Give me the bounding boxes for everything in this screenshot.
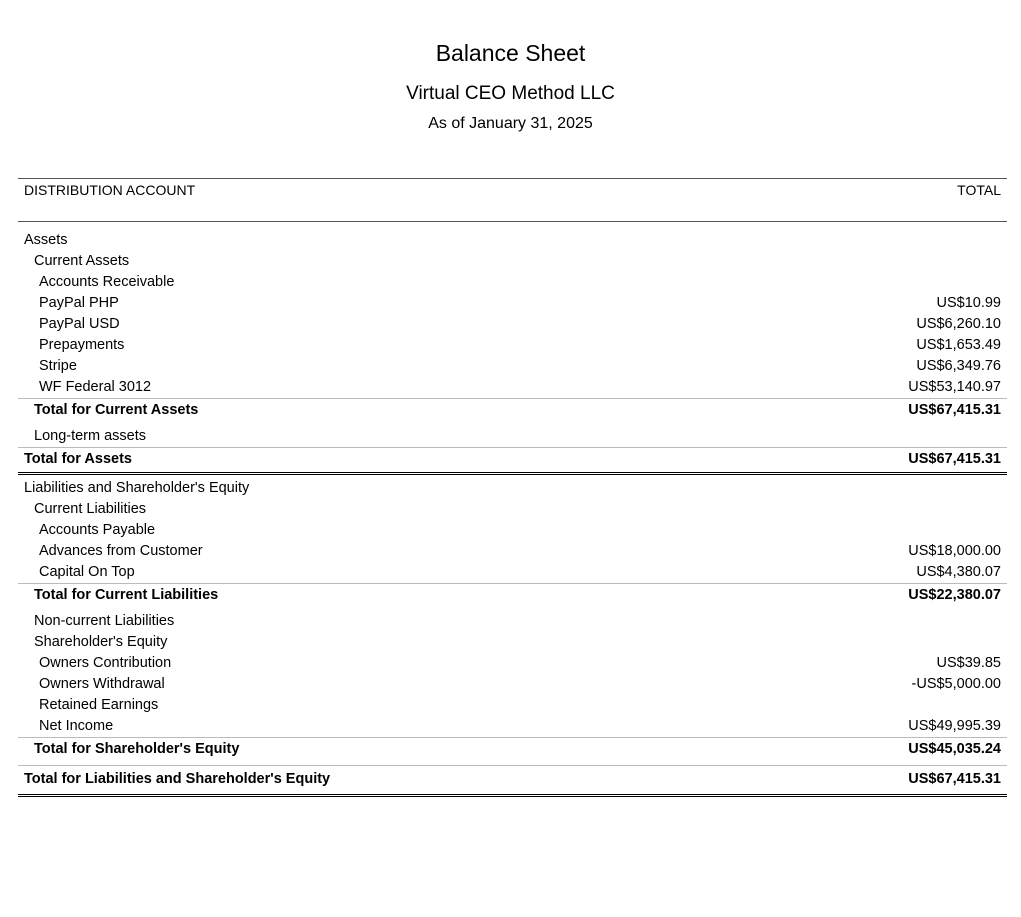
total-label: Total for Assets [24, 451, 132, 467]
table-row[interactable] [18, 562, 1007, 583]
account-amount[interactable]: US$1,653.49 [916, 337, 1001, 353]
group-label: Current Assets [34, 253, 130, 269]
table-row[interactable] [18, 314, 1007, 335]
report-title: Balance Sheet [435, 40, 586, 66]
account-name[interactable]: Net Income [39, 718, 114, 734]
account-amount[interactable]: US$6,349.76 [916, 358, 1001, 374]
group-label: Long-term assets [34, 428, 147, 444]
section-assets [18, 230, 1007, 251]
account-amount[interactable]: US$39.85 [936, 655, 1001, 671]
section-label: Assets [24, 232, 68, 248]
account-name[interactable]: PayPal USD [39, 316, 120, 332]
table-row[interactable] [18, 377, 1007, 398]
company-name: Virtual CEO Method LLC [406, 83, 615, 104]
total-shareholders-equity-row [18, 737, 1007, 762]
column-header-total[interactable]: TOTAL [957, 182, 1001, 198]
account-name[interactable]: WF Federal 3012 [39, 379, 152, 395]
report-date: As of January 31, 2025 [428, 115, 593, 132]
account-amount[interactable]: US$53,140.97 [908, 379, 1001, 395]
group-non-current-liabilities [18, 611, 1007, 632]
account-amount[interactable]: US$18,000.00 [908, 543, 1001, 559]
total-amount[interactable]: US$67,415.31 [908, 451, 1001, 467]
section-label: Liabilities and Shareholder's Equity [24, 480, 250, 496]
group-label: Non-current Liabilities [34, 613, 175, 629]
total-label: Total for Liabilities and Shareholder's Equity [24, 771, 331, 787]
group-current-liabilities [18, 499, 1007, 520]
total-amount[interactable]: US$22,380.07 [908, 587, 1001, 603]
group-long-term-assets [18, 426, 1007, 447]
account-amount[interactable]: US$4,380.07 [916, 564, 1001, 580]
account-name[interactable]: Capital On Top [39, 564, 135, 580]
account-name[interactable]: Advances from Customer [39, 543, 203, 559]
total-amount[interactable]: US$67,415.31 [908, 402, 1001, 418]
table-row[interactable] [18, 716, 1007, 737]
account-name[interactable]: Stripe [39, 358, 77, 374]
group-label: Current Liabilities [34, 501, 147, 517]
group-current-assets [18, 251, 1007, 272]
account-name[interactable]: Owners Withdrawal [39, 676, 165, 692]
table-row[interactable] [18, 356, 1007, 377]
account-name[interactable]: Prepayments [39, 337, 125, 353]
total-liabilities-equity-row [18, 765, 1007, 797]
group-shareholders-equity [18, 632, 1007, 653]
account-name[interactable]: Accounts Payable [39, 522, 156, 538]
group-label: Shareholder's Equity [34, 634, 168, 650]
table-row[interactable] [18, 674, 1007, 695]
balance-sheet-table [18, 178, 1007, 797]
table-row[interactable] [18, 695, 1007, 716]
total-label: Total for Shareholder's Equity [34, 741, 240, 757]
account-amount[interactable]: US$10.99 [936, 295, 1001, 311]
table-row[interactable] [18, 272, 1007, 293]
total-amount[interactable]: US$45,035.24 [908, 741, 1001, 757]
account-name[interactable]: PayPal PHP [39, 295, 119, 311]
section-liabilities-equity [18, 478, 1007, 499]
column-header-account[interactable]: DISTRIBUTION ACCOUNT [24, 182, 196, 198]
total-amount[interactable]: US$67,415.31 [908, 771, 1001, 787]
table-row[interactable] [18, 293, 1007, 314]
account-amount[interactable]: US$49,995.39 [908, 718, 1001, 734]
total-current-liabilities-row [18, 583, 1007, 608]
total-label: Total for Current Assets [34, 402, 199, 418]
total-current-assets-row [18, 398, 1007, 423]
table-header [18, 178, 1007, 222]
table-row[interactable] [18, 653, 1007, 674]
account-amount[interactable]: -US$5,000.00 [911, 676, 1001, 692]
table-row[interactable] [18, 520, 1007, 541]
table-row[interactable] [18, 335, 1007, 356]
account-name[interactable]: Owners Contribution [39, 655, 172, 671]
account-name[interactable]: Retained Earnings [39, 697, 159, 713]
total-label: Total for Current Liabilities [34, 587, 219, 603]
table-row[interactable] [18, 541, 1007, 562]
total-assets-row [18, 447, 1007, 475]
account-name[interactable]: Accounts Receivable [39, 274, 175, 290]
account-amount[interactable]: US$6,260.10 [916, 316, 1001, 332]
